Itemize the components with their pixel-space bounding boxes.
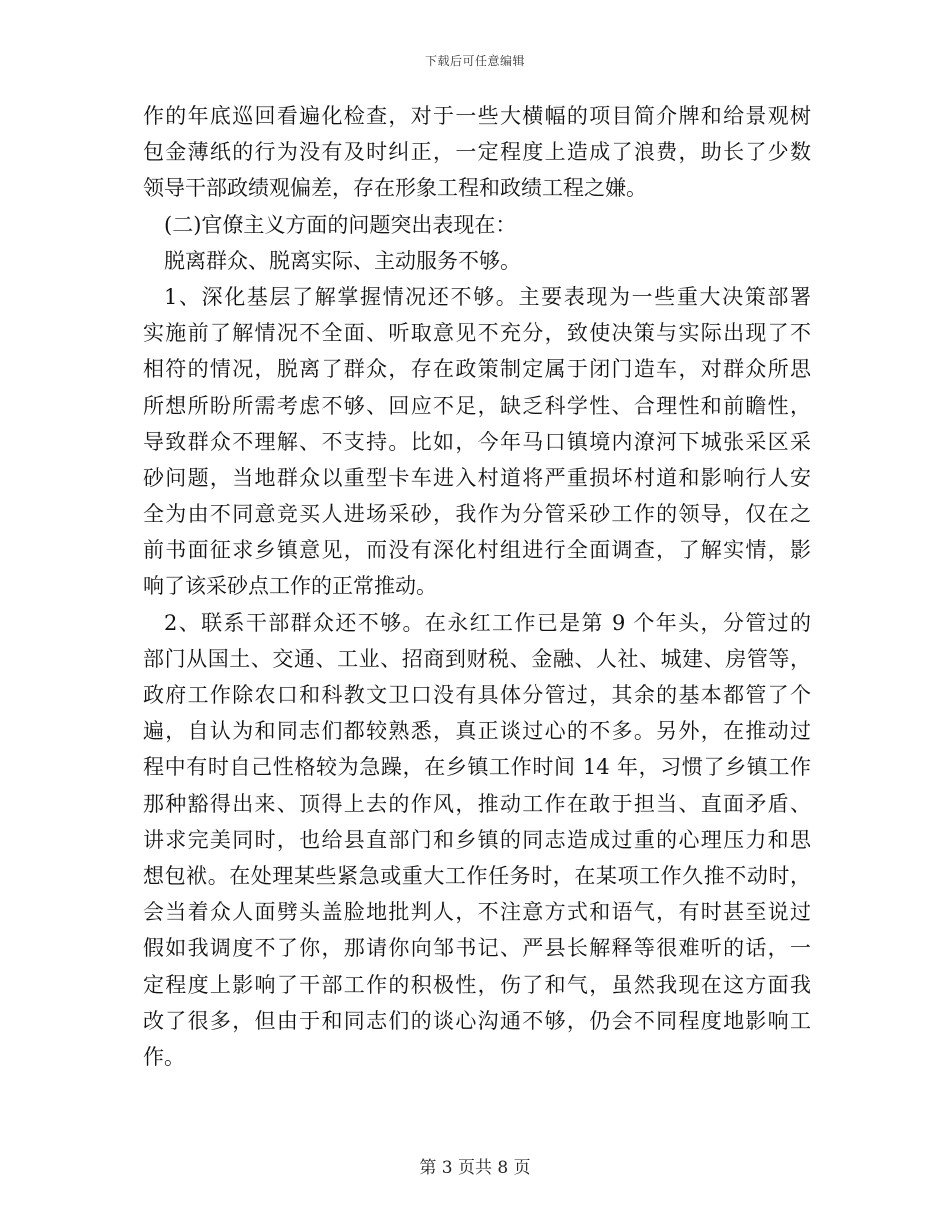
text-line: 砂问题，当地群众以重型卡车进入村道将严重损坏村道和影响行人安 [143,465,811,490]
text-line: 1、深化基层了解掌握情况还不够。主要表现为一些重大决策部署 [164,284,811,309]
document-body [143,98,811,1075]
text-line: 作。 [143,1044,185,1069]
text-line: 那种豁得出来、顶得上去的作风，推动工作在敢于担当、直面矛盾、 [143,791,811,816]
text-line: 定程度上影响了干部工作的积极性，伤了和气，虽然我现在这方面我 [143,972,811,997]
text-line: 假如我调度不了你，那请你向邹书记、严县长解释等很难听的话，一 [143,936,811,961]
text-line: 领导干部政绩观偏差，存在形象工程和政绩工程之嫌。 [143,176,647,201]
text-line: 全为由不同意竞买人进场采砂，我作为分管采砂工作的领导，仅在之 [143,502,811,527]
text-line: 政府工作除农口和科教文卫口没有具体分管过，其余的基本都管了个 [143,683,811,707]
text-line: 会当着众人面劈头盖脸地批判人，不注意方式和语气，有时甚至说过 [143,900,811,925]
text-line: 部门从国土、交通、工业、招商到财税、金融、人社、城建、房管等， [143,646,811,671]
text-line: (二)官僚主义方面的问题突出表现在： [164,212,517,237]
text-line: 脱离群众、脱离实际、主动服务不够。 [164,248,521,273]
text-line: 程中有时自己性格较为急躁，在乡镇工作时间 14 年，习惯了乡镇工作 [143,755,811,780]
text-line: 响了该采砂点工作的正常推动。 [143,574,437,599]
text-line: 改了很多，但由于和同志们的谈心沟通不够，仍会不同程度地影响工 [143,1008,811,1033]
text-line: 包金薄纸的行为没有及时纠正，一定程度上造成了浪费，助长了少数 [143,140,811,165]
text-line: 想包袱。在处理某些紧急或重大工作任务时，在某项工作久推不动时， [143,863,811,888]
text-line: 遍，自认为和同志们都较熟悉，真正谈过心的不多。另外，在推动过 [143,719,811,744]
text-line: 导致群众不理解、不支持。比如，今年马口镇境内潦河下城张采区采 [143,429,811,454]
page-footer: 第 3 页共 8 页 [419,1158,531,1178]
text-line: 2、联系干部群众还不够。在永红工作已是第 9 个年头，分管过的 [164,610,811,635]
page-header: 下载后可任意编辑 [424,54,525,68]
text-line: 前书面征求乡镇意见，而没有深化村组进行全面调查，了解实情，影 [143,538,811,563]
text-line: 讲求完美同时，也给县直部门和乡镇的同志造成过重的心理压力和思 [143,827,811,852]
text-line: 作的年底巡回看遍化检查，对于一些大横幅的项目简介牌和给景观树 [143,104,811,128]
text-line: 实施前了解情况不全面、听取意见不充分，致使决策与实际出现了不 [143,321,811,346]
text-line: 所想所盼所需考虑不够、回应不足，缺乏科学性、合理性和前瞻性， [143,393,811,418]
text-line: 相符的情况，脱离了群众，存在政策制定属于闭门造车，对群众所思 [143,357,811,382]
